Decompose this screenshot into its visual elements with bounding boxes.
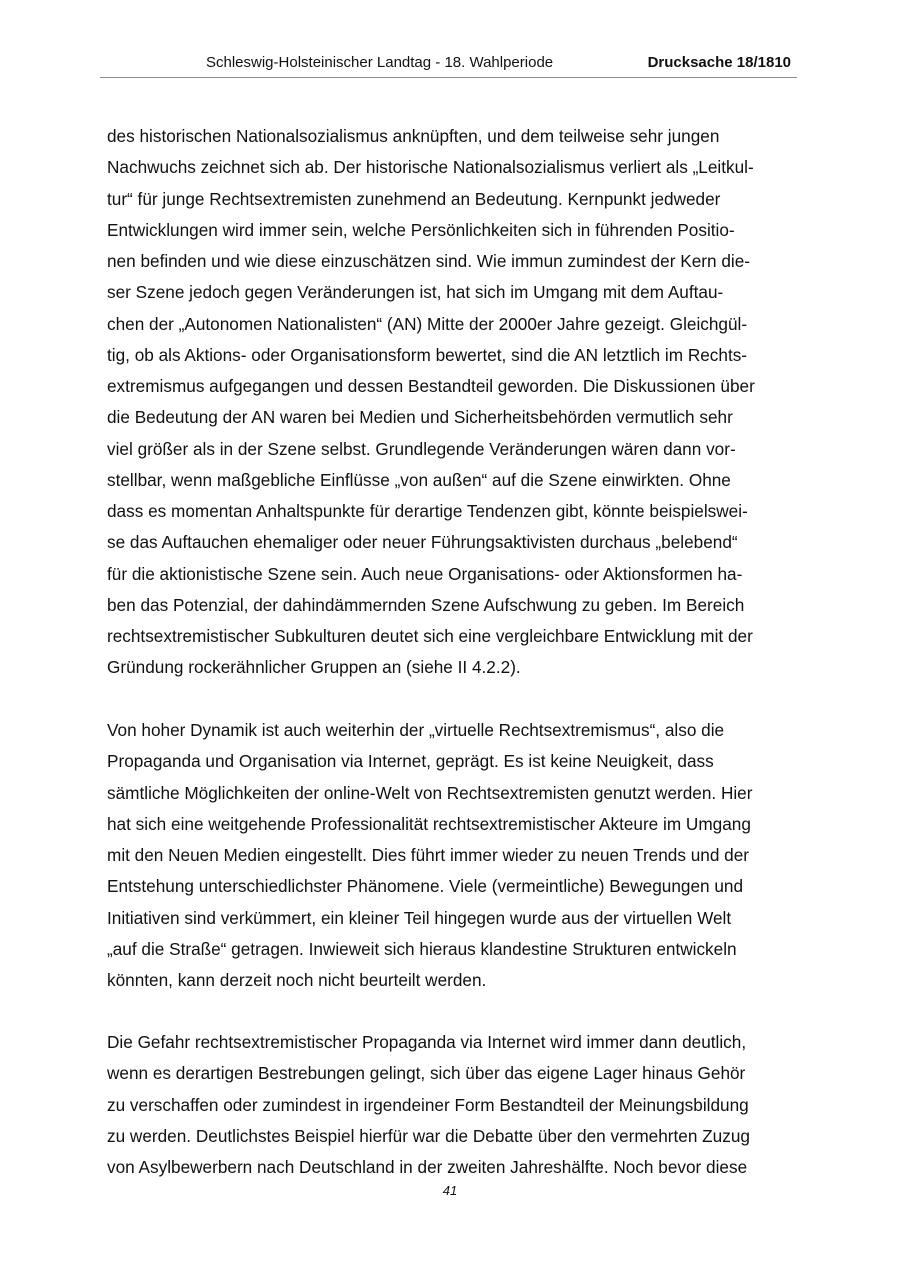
text-line: tur“ für junge Rechtsextremisten zunehmend an Bedeutung. Kernpunkt jedweder: [107, 188, 721, 209]
page-number: 41: [442, 1183, 458, 1198]
text-line: viel größer als in der Szene selbst. Grundlegende Veränderungen wären dann vor-: [107, 438, 736, 459]
text-line: wenn es derartigen Bestrebungen gelingt, sich über das eigene Lager hinaus Gehör: [107, 1063, 746, 1084]
text-line: Entstehung unterschiedlichster Phänomene. Viele (vermeintliche) Bewegungen und: [107, 876, 744, 897]
header-title: Schleswig-Holsteinischer Landtag - 18. Wahlperiode: [206, 54, 554, 71]
text-line: Von hoher Dynamik ist auch weiterhin der „virtuelle Rechtsextremismus“, also die: [107, 720, 725, 740]
text-line: Initiativen sind verkümmert, ein kleiner Teil hingegen wurde aus der virtuellen Welt: [107, 907, 732, 928]
text-line: Propaganda und Organisation via Internet, geprägt. Es ist keine Neuigkeit, dass: [107, 751, 714, 772]
text-line: „auf die Straße“ getragen. Inwieweit sich hieraus klandestine Strukturen entwickeln: [107, 938, 737, 959]
text-line: extremismus aufgegangen und dessen Bestandteil geworden. Die Diskussionen über: [107, 376, 755, 396]
text-line: chen der „Autonomen Nationalisten“ (AN) Mitte der 2000er Jahre gezeigt. Gleichgül-: [107, 313, 748, 334]
text-line: hat sich eine weitgehende Professionalität rechtsextremistischer Akteure im Umgang: [107, 813, 751, 834]
text-line: nen befinden und wie diese einzuschätzen sind. Wie immun zumindest der Kern die-: [107, 251, 750, 271]
text-line: stellbar, wenn maßgebliche Einflüsse „von außen“ auf die Szene einwirkten. Ohne: [107, 469, 731, 490]
paragraph-3: [107, 1027, 797, 1183]
paragraph-2: [107, 715, 797, 996]
text-line: rechtsextremistischer Subkulturen deutet sich eine vergleichbare Entwicklung mit der: [107, 626, 753, 646]
page-header: [100, 51, 797, 78]
text-line: mit den Neuen Medien eingestellt. Dies führt immer wieder zu neuen Trends und der: [107, 845, 750, 865]
text-line: zu verschaffen oder zumindest in irgendeiner Form Bestandteil der Meinungsbildung: [107, 1094, 749, 1115]
document-number: Drucksache 18/1810: [647, 54, 791, 71]
text-line: dass es momentan Anhaltspunkte für derartige Tendenzen gibt, könnte beispielswei-: [107, 501, 748, 521]
text-line: sämtliche Möglichkeiten der online-Welt von Rechtsextremisten genutzt werden. Hier: [107, 782, 753, 803]
text-line: die Bedeutung der AN waren bei Medien und Sicherheitsbehörden vermutlich sehr: [107, 407, 733, 428]
paragraph-1: [107, 121, 797, 684]
text-line: Nachwuchs zeichnet sich ab. Der historische Nationalsozialismus verliert als „Leitkul-: [107, 157, 754, 178]
text-line: tig, ob als Aktions- oder Organisationsform bewertet, sind die AN letztlich im Rechts-: [107, 344, 748, 365]
text-line: Die Gefahr rechtsextremistischer Propaganda via Internet wird immer dann deutlich,: [107, 1032, 747, 1052]
text-line: von Asylbewerbern nach Deutschland in der zweiten Jahreshälfte. Noch bevor diese: [107, 1157, 748, 1177]
text-line: des historischen Nationalsozialismus anknüpften, und dem teilweise sehr jungen: [107, 126, 720, 146]
text-line: für die aktionistische Szene sein. Auch neue Organisations- oder Aktionsformen ha-: [107, 563, 743, 584]
text-line: Entwicklungen wird immer sein, welche Persönlichkeiten sich in führenden Positio-: [107, 219, 735, 240]
text-line: könnten, kann derzeit noch nicht beurteilt werden.: [107, 970, 487, 990]
text-line: zu werden. Deutlichstes Beispiel hierfür war die Debatte über den vermehrten Zuzug: [107, 1125, 750, 1146]
text-line: Gründung rockerähnlicher Gruppen an (siehe II 4.2.2).: [107, 657, 521, 678]
text-line: ser Szene jedoch gegen Veränderungen ist, hat sich im Umgang mit dem Auftau-: [107, 282, 724, 303]
text-line: ben das Potenzial, der dahindämmernden Szene Aufschwung zu geben. Im Bereich: [107, 594, 745, 615]
text-line: se das Auftauchen ehemaliger oder neuer Führungsaktivisten durchaus „belebend“: [107, 532, 738, 553]
